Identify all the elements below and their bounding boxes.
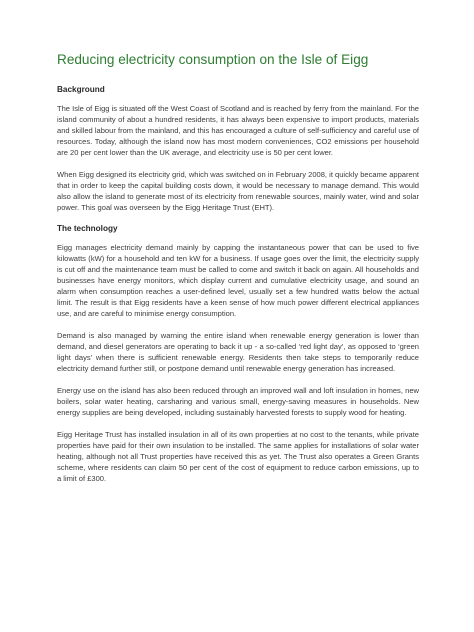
section-heading-background: Background [57, 85, 105, 94]
section-heading-technology: The technology [57, 223, 118, 233]
paragraph: When Eigg designed its electricity grid, which was switched on in February 2008, it quickly became apparent that in order to keep the capital building costs down, it would be necessary to manage demand. This would also allow the island to generate most of its electricity from renewable sources, mainly water, wind and solar power. This goal was overseen by the Eigg Heritage Trust (EHT). [57, 169, 419, 213]
paragraph: The Isle of Eigg is situated off the West Coast of Scotland and is reached by ferry from the mainland. For the island community of about a hundred residents, it has always been expensive to import products, materials and skilled labour from the mainland, and this has encouraged a culture of self-sufficiency and careful use of resources. Today, although the island now has most modern conveniences, CO2 emissions per household are 20 per cent lower than the UK average, and electricity use is 50 per cent lower. [57, 104, 419, 158]
document-page [57, 52, 419, 495]
paragraph: Demand is also managed by warning the entire island when renewable energy generation is lower than demand, and diesel generators are operating to back it up - a so-called ‘red light day’, as opposed to ‘green light days’ when there is sufficient renewable energy. Residents then take steps to temporarily reduce electricity demand further still, or postpone demand until renewable energy generation has increased. [57, 331, 419, 374]
section-technology [57, 224, 419, 484]
paragraph: Energy use on the island has also been reduced through an improved wall and loft insulation in homes, new boilers, solar water heating, carsharing and various small, energy-saving measures in households. New energy supplies are being developed, including sustainably harvested forests to supply wood for heating. [57, 385, 419, 418]
paragraph: Eigg manages electricity demand mainly by capping the instantaneous power that can be used to five kilowatts (kW) for a household and ten kW for a business. If usage goes over the limit, the electricity supply is cut off and the maintenance team must be called to come and switch it back on again. All households and businesses have energy monitors, which display current and cumulative electricity usage, and sound an alarm when consumption reaches a user-defined level, usually set a few hundred watts below the actual limit. The result is that Eigg residents have a keen sense of how much power different electrical appliances use, and are careful to minimise energy consumption. [57, 242, 419, 319]
paragraph: Eigg Heritage Trust has installed insulation in all of its own properties at no cost to the tenants, while private properties have paid for their own insulation to be installed. The same applies for installations of solar water heating, although not all Trust properties have received this as yet. The Trust also operates a Green Grants scheme, where residents can claim 50 per cent of the cost of equipment to reduce carbon emissions, up to a limit of £300. [57, 429, 419, 484]
document-title: Reducing electricity consumption on the Isle of Eigg [57, 52, 369, 67]
section-background [57, 85, 419, 213]
